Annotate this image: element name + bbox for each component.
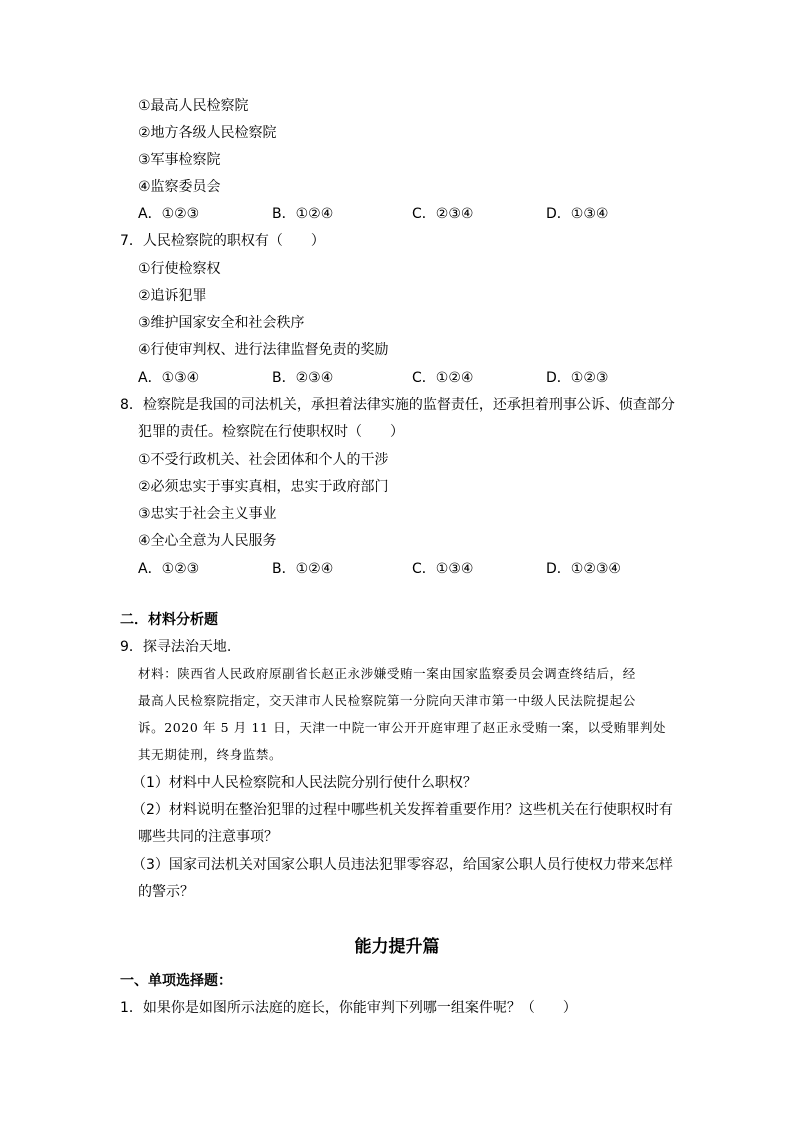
q6-option-d: D．①③④ [546,206,609,222]
q7-item-1: ①行使检察权 [138,261,221,277]
q7-item-2: ②追诉犯罪 [138,288,207,304]
q8-item-2: ②必须忠实于事实真相，忠实于政府部门 [138,479,389,495]
q9-sub-3-line-2: 的警示？ [138,884,194,900]
q6-option-b: B．①②④ [272,206,334,222]
q7-item-4: ④行使审判权、进行法律监督免责的奖励 [138,342,389,358]
q6-option-c: C．②③④ [412,206,474,222]
q9-stem: 9．探寻法治天地. [120,639,232,655]
q6-item-1: ①最高人民检察院 [138,98,249,114]
q6-option-a: A．①②③ [138,206,200,222]
advanced-q1-stem: 1．如果你是如图所示法庭的庭长，你能审判下列哪一组案件呢？（ ） [120,1000,577,1016]
q6-item-2: ②地方各级人民检察院 [138,125,277,141]
q7-option-b: B．②③④ [272,370,334,386]
q7-option-c: C．①②④ [412,370,474,386]
material-line-3: 诉。2020 年 5 月 11 日，天津一中院一审公开开庭审理了赵正永受贿一案，以受贿罪判处 [138,720,667,735]
q7-stem: 7．人民检察院的职权有（ ） [120,233,325,249]
q8-stem-line-1: 8．检察院是我国的司法机关，承担着法律实施的监督责任，还承担着刑事公诉、侦查部分 [120,397,675,413]
q6-item-4: ④监察委员会 [138,179,221,195]
material-line-1: 材料：陕西省人民政府原副省长赵正永涉嫌受贿一案由国家监察委员会调查终结后，经 [138,666,636,681]
q7-option-d: D．①②③ [546,370,609,386]
material-line-2: 最高人民检察院指定，交天津市人民检察院第一分院向天津市第一中级人民法院提起公 [138,693,636,708]
q9-sub-2-line-1: （2）材料说明在整治犯罪的过程中哪些机关发挥着重要作用？这些机关在行使职权时有 [132,802,673,818]
q7-option-a: A．①③④ [138,370,200,386]
q6-item-3: ③军事检察院 [138,152,221,168]
q8-item-4: ④全心全意为人民服务 [138,533,277,549]
q9-sub-3-line-1: （3）国家司法机关对国家公职人员违法犯罪零容忍，给国家公职人员行使权力带来怎样 [132,857,673,873]
q8-option-a: A．①②③ [138,561,200,577]
q7-item-3: ③维护国家安全和社会秩序 [138,315,305,331]
q9-sub-1: （1）材料中人民检察院和人民法院分别行使什么职权？ [132,775,477,791]
q8-option-d: D．①②③④ [546,561,621,577]
q8-item-3: ③忠实于社会主义事业 [138,506,277,522]
section-heading-single-choice: 一、单项选择题： [120,973,232,989]
material-line-4: 其无期徒刑，终身监禁。 [138,747,283,762]
q8-stem-line-2: 犯罪的责任。检察院在行使职权时（ ） [138,424,404,440]
q8-item-1: ①不受行政机关、社会团体和个人的干涉 [138,452,389,468]
page-title-advanced: 能力提升篇 [354,937,440,957]
q8-option-b: B．①②④ [272,561,334,577]
q9-sub-2-line-2: 哪些共同的注意事项？ [138,829,278,845]
section-heading-material-analysis: 二．材料分析题 [120,612,218,628]
q8-option-c: C．①③④ [412,561,474,577]
